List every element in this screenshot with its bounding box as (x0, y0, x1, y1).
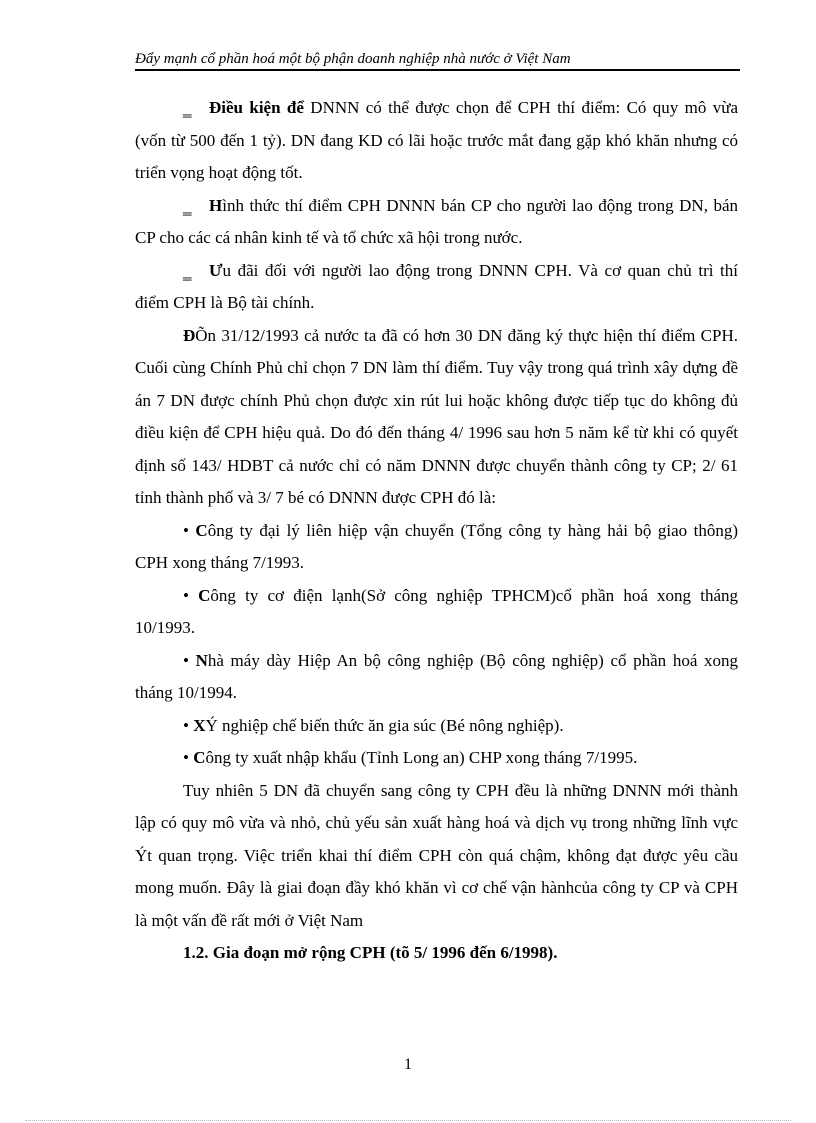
paragraph-text: Õn 31/12/1993 cả nước ta đã có hơn 30 DN đăng ký thực hiện thí điểm CPH. Cuối cùng Chính Phủ chỉ chọn 7 DN làm thí điểm. Tuy vậy trong quá trình xây dựng đề án 7 DN được chính Phủ chọn được xin rút lui hoặc không được tiếp tục do không đủ điều kiện để CPH hiệu quả. Do đó đến tháng 4/ 1996 sau hơn 5 năm kể từ khi có quyết định số 143/ HDBT cả nước chỉ có năm DNNN được chuyển thành công ty CP; 2/ 61 tỉnh thành phố và 3/ 7 bé có DNNN được CPH đó là: (135, 325, 738, 507)
running-header (135, 50, 740, 71)
lead-letter: Đ (183, 325, 196, 345)
lead-letter: C (193, 748, 206, 767)
bullet-mark: • (183, 715, 189, 735)
bullet-text: hà máy dày Hiệp An bộ công nghiệp (Bộ công nghiệp) cổ phần hoá xong tháng 10/1994. (135, 650, 738, 702)
bullet-mark: • (183, 650, 189, 670)
lead-letter: C (198, 585, 211, 605)
paragraph-conditions (135, 92, 738, 190)
running-title: Đẩy mạnh cổ phần hoá một bộ phận doanh nghiệp nhà nước ở Việt Nam (135, 51, 571, 67)
paragraph-forms (135, 190, 738, 255)
lead-bold-text: iều kiện để (221, 98, 304, 117)
paragraph-text: DNNN có thể được chọn để CPH thí điểm: Có quy mô vừa (vốn từ 500 đến 1 tỷ). DN đang KD có lãi hoặc trước mắt đang gặp khó khăn nhưng có triển vọng hoạt động tốt. (135, 98, 738, 182)
lead-letter: Ư (209, 260, 223, 280)
section-heading: 1.2. Gia đoạn mở rộng CPH (tõ 5/ 1996 đến 6/1998). (183, 943, 558, 962)
dash-marker: ‗ (183, 98, 192, 117)
paragraph-main (135, 320, 738, 515)
bullet-item (135, 580, 738, 645)
page-bottom-divider (25, 1120, 791, 1121)
paragraph-closing: Tuy nhiên 5 DN đã chuyển sang công ty CPH đều là những DNNN mới thành lập có quy mô vừa và nhỏ, chủ yếu sản xuất hàng hoá và dịch vụ trong những lĩnh vực Ýt quan trọng. Việc triển khai thí điểm CPH còn quá chậm, không đạt được yêu cầu mong muốn. Đây là giai đoạn đầy khó khăn vì cơ chế vận hànhcủa công ty CP và CPH là một vấn đề rất mới ở Việt Nam (135, 780, 738, 930)
document-body (135, 92, 738, 970)
paragraph-text: ình thức thí điểm CPH DNNN bán CP cho người lao động trong DN, bán CP cho các cá nhân kinh tế và tổ chức xã hội trong nước. (135, 195, 738, 247)
lead-letter: N (195, 650, 208, 670)
page-number: 1 (404, 1056, 412, 1073)
bullet-mark: • (183, 520, 189, 540)
bullet-item (135, 742, 738, 775)
lead-letter: Đ (209, 98, 222, 117)
lead-letter: X (193, 715, 206, 735)
bullet-item (135, 645, 738, 710)
bullet-text: ông ty xuất nhập khẩu (Tỉnh Long an) CHP xong tháng 7/1995. (205, 748, 638, 767)
bullet-mark: • (183, 748, 189, 767)
bullet-item (135, 710, 738, 743)
lead-letter: C (195, 520, 208, 540)
dash-marker: ‗ (183, 260, 192, 280)
dash-marker: ‗ (183, 195, 192, 215)
paragraph-incentives (135, 255, 738, 320)
bullet-text: ông ty cơ điện lạnh(Sở công nghiệp TPHCM)cổ phần hoá xong tháng 10/1993. (135, 585, 738, 637)
bullet-item (135, 515, 738, 580)
paragraph-text: u đãi đối với người lao động trong DNNN CPH. Và cơ quan chủ trì thí điểm CPH là Bộ tài chính. (135, 260, 738, 312)
lead-letter: H (209, 195, 223, 215)
bullet-text: Ý nghiệp chế biến thức ăn gia súc (Bé nông nghiệp). (205, 715, 564, 735)
bullet-text: ông ty đại lý liên hiệp vận chuyển (Tổng công ty hàng hải bộ giao thông) CPH xong tháng 7/1993. (135, 520, 738, 572)
bullet-mark: • (183, 585, 189, 605)
